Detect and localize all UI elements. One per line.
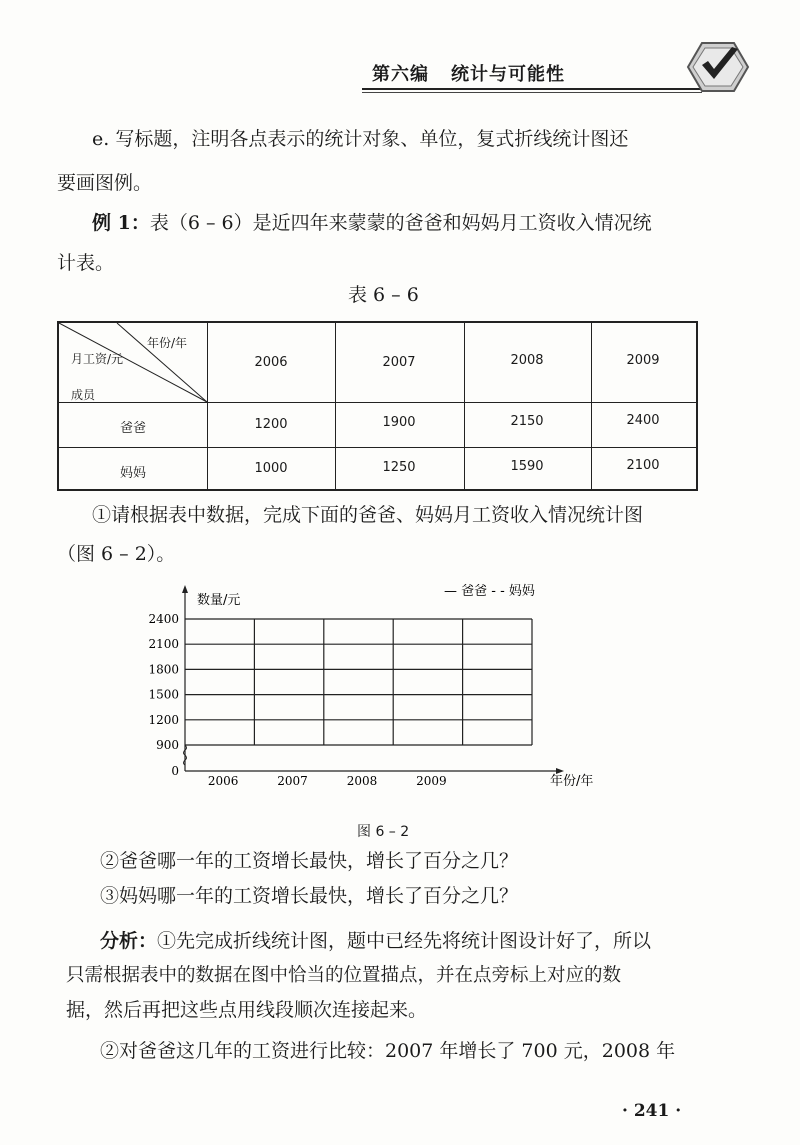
paragraph-line: e. 写标题，注明各点表示的统计对象、单位，复式折线统计图还: [92, 128, 629, 150]
x-axis-label: 年份/年: [550, 774, 594, 789]
value-cell: 1590: [510, 459, 544, 474]
chart-grid: [185, 619, 532, 745]
y-tick-labels: [148, 612, 179, 778]
year-header: 2007: [382, 355, 416, 370]
x-tick-label: 2008: [346, 774, 378, 788]
chapter-title: 统计与可能性: [451, 64, 565, 85]
figure-caption: 图 6 – 2: [357, 824, 410, 840]
y-tick-label: 1200: [148, 712, 179, 727]
paragraph-line: 要画图例。: [57, 172, 153, 194]
analysis-label: 分析：: [100, 930, 158, 952]
y-tick-label: 0: [171, 764, 179, 778]
year-header: 2009: [626, 353, 660, 368]
member-cell: 妈妈: [119, 466, 146, 481]
header-rule: [362, 88, 702, 90]
y-tick-label: 2400: [148, 612, 179, 626]
year-header: 2008: [510, 353, 544, 368]
y-tick-label: 900: [156, 738, 179, 752]
x-tick-label: 2006: [207, 774, 239, 788]
member-cell: 爸爸: [119, 421, 146, 436]
corner-year-label: 年份/年: [147, 336, 188, 350]
y-axis-arrow: [182, 585, 188, 593]
value-cell: 2100: [626, 458, 660, 473]
table-title: 表 6 – 6: [348, 284, 419, 306]
chart-axes: [182, 585, 564, 774]
y-axis-label: 数量/元: [197, 593, 241, 608]
example-heading: [92, 214, 652, 233]
question-1: ①请根据表中数据，完成下面的爸爸、妈妈月工资收入情况统计图: [92, 504, 644, 526]
x-tick-label: 2007: [277, 774, 308, 788]
value-cell: 1900: [382, 415, 416, 430]
y-tick-label: 2100: [148, 637, 179, 652]
analysis-line: 只需根据表中的数据在图中恰当的位置描点，并在点旁标上对应的数: [66, 965, 622, 986]
paragraph-line: 计表。: [57, 252, 115, 274]
example-text: 表（6 – 6）是近四年来蒙蒙的爸爸和妈妈月工资收入情况统: [149, 212, 652, 234]
x-tick-labels: [208, 774, 447, 788]
y-tick-label: 1500: [148, 687, 179, 702]
chart-legend: — 爸爸 - - 妈妈: [444, 584, 535, 599]
value-cell: 1200: [254, 417, 288, 432]
analysis-text: ①先完成折线统计图，题中已经先将统计图设计好了，所以: [157, 930, 652, 952]
page-number: · 241 ·: [622, 1101, 682, 1121]
example-label: 例 1：: [92, 212, 150, 234]
salary-table: [57, 321, 698, 491]
question-1-cont: （图 6 – 2）。: [57, 543, 176, 565]
corner-member-label: 成员: [71, 388, 96, 402]
value-cell: 2400: [626, 413, 660, 428]
question-3: ③妈妈哪一年的工资增长最快，增长了百分之几？: [100, 885, 519, 907]
table-row-line: [59, 447, 696, 448]
analysis-line: ②对爸爸这几年的工资进行比较：2007 年增长了 700 元，2008 年: [100, 1040, 676, 1062]
header-rule-thin: [362, 92, 702, 93]
chapter-label: 第六编: [372, 64, 429, 85]
value-cell: 2150: [510, 414, 544, 429]
value-cell: 1000: [254, 461, 288, 476]
corner-salary-label: 月工资/元: [71, 352, 124, 366]
x-tick-label: 2009: [416, 774, 447, 788]
analysis-line: 据，然后再把这些点用线段顺次连接起来。: [66, 999, 428, 1021]
y-tick-label: 1800: [148, 662, 179, 677]
table-col-line: [464, 323, 465, 489]
analysis-line: [100, 932, 651, 951]
question-2: ②爸爸哪一年的工资增长最快，增长了百分之几？: [100, 850, 519, 872]
table-col-line: [591, 323, 592, 489]
value-cell: 1250: [382, 460, 416, 475]
chapter-header: [372, 60, 565, 86]
salary-line-chart: [140, 575, 620, 795]
year-header: 2006: [254, 355, 288, 370]
table-col-line: [335, 323, 336, 489]
checkmark-hexagon-icon: [686, 35, 750, 99]
